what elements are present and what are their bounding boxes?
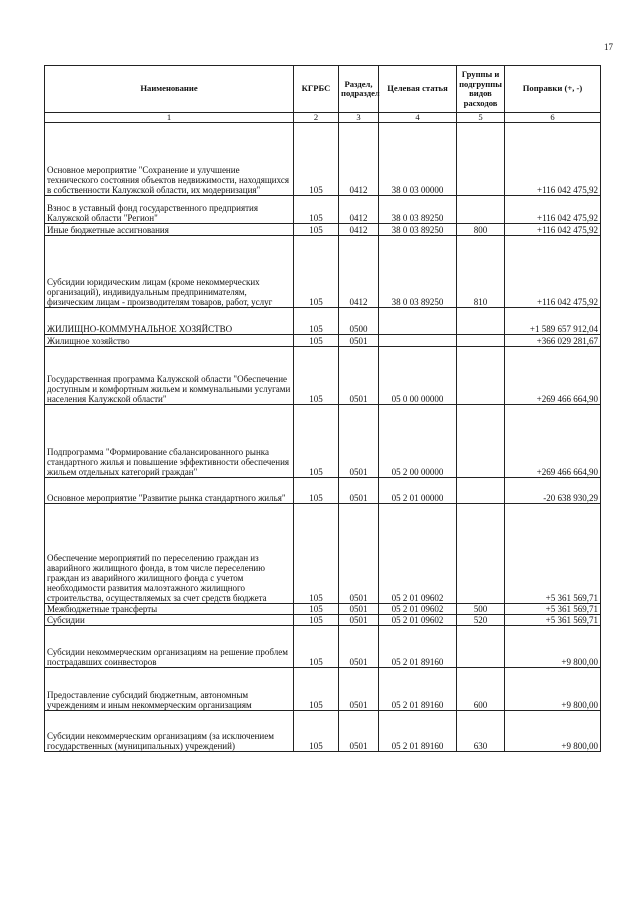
table-row bbox=[45, 308, 601, 335]
row-amount: +5 361 569,71 bbox=[505, 604, 601, 615]
row-amount: +116 042 475,92 bbox=[505, 196, 601, 224]
column-number: 1 bbox=[45, 113, 294, 123]
row-name: Субсидии некоммерческим организациям (за исключением государственных (муниципальных) учреждений) bbox=[45, 711, 294, 752]
table-row bbox=[45, 224, 601, 236]
row-group: 800 bbox=[457, 224, 505, 236]
row-group: 810 bbox=[457, 236, 505, 308]
row-target: 05 2 01 89160 bbox=[379, 711, 457, 752]
row-target: 05 2 01 89160 bbox=[379, 668, 457, 711]
row-name: Жилищное хозяйство bbox=[45, 335, 294, 347]
row-group bbox=[457, 308, 505, 335]
row-section: 0412 bbox=[339, 123, 379, 196]
row-section: 0500 bbox=[339, 308, 379, 335]
row-target: 05 2 00 00000 bbox=[379, 405, 457, 478]
header-target: Целевая статья bbox=[379, 66, 457, 113]
row-amount: +1 589 657 912,04 bbox=[505, 308, 601, 335]
table-row bbox=[45, 615, 601, 626]
row-amount: +116 042 475,92 bbox=[505, 224, 601, 236]
row-target: 05 2 01 00000 bbox=[379, 478, 457, 504]
header-amendments: Поправки (+, -) bbox=[505, 66, 601, 113]
row-amount: +116 042 475,92 bbox=[505, 236, 601, 308]
column-number: 5 bbox=[457, 113, 505, 123]
row-section: 0501 bbox=[339, 604, 379, 615]
row-section: 0501 bbox=[339, 668, 379, 711]
row-name: Субсидии некоммерческим организациям на решение проблем пострадавших соинвесторов bbox=[45, 626, 294, 668]
row-target: 38 0 03 89250 bbox=[379, 236, 457, 308]
header-name: Наименование bbox=[45, 66, 294, 113]
row-group bbox=[457, 405, 505, 478]
row-amount: +9 800,00 bbox=[505, 711, 601, 752]
row-group bbox=[457, 196, 505, 224]
row-group bbox=[457, 335, 505, 347]
row-target: 05 2 01 09602 bbox=[379, 604, 457, 615]
row-section: 0501 bbox=[339, 347, 379, 405]
header-groups: Группы и подгруппы видов расходов bbox=[457, 66, 505, 113]
row-amount: +9 800,00 bbox=[505, 626, 601, 668]
row-name: Государственная программа Калужской области "Обеспечение доступным и комфортным жильем и коммунальными услугами населения Калужской области" bbox=[45, 347, 294, 405]
row-section: 0501 bbox=[339, 626, 379, 668]
row-name: Субсидии юридическим лицам (кроме некоммерческих организаций), индивидуальным предпринимателям, физическим лицам - производителям товаров, работ, услуг bbox=[45, 236, 294, 308]
row-group bbox=[457, 123, 505, 196]
row-amount: +269 466 664,90 bbox=[505, 347, 601, 405]
row-name: Обеспечение мероприятий по переселению граждан из аварийного жилищного фонда, в том числе переселению граждан из аварийного жилищного фонда с учетом необходимости развития малоэтажного жилищного строительства, осуществляемых за счет средств бюджета bbox=[45, 504, 294, 604]
table-row bbox=[45, 236, 601, 308]
row-target: 05 2 01 09602 bbox=[379, 615, 457, 626]
row-name: Взнос в уставный фонд государственного предприятия Калужской области "Регион" bbox=[45, 196, 294, 224]
row-name: Основное мероприятие "Сохранение и улучшение технического состояния объектов недвижимости, находящихся в собственности Калужской области, их модернизация" bbox=[45, 123, 294, 196]
row-amount: +5 361 569,71 bbox=[505, 504, 601, 604]
row-kgrbs: 105 bbox=[294, 236, 339, 308]
column-number: 4 bbox=[379, 113, 457, 123]
row-group: 500 bbox=[457, 604, 505, 615]
row-amount: +116 042 475,92 bbox=[505, 123, 601, 196]
table-row bbox=[45, 626, 601, 668]
table-row bbox=[45, 405, 601, 478]
row-group bbox=[457, 626, 505, 668]
row-kgrbs: 105 bbox=[294, 335, 339, 347]
row-section: 0501 bbox=[339, 711, 379, 752]
row-name: Иные бюджетные ассигнования bbox=[45, 224, 294, 236]
row-kgrbs: 105 bbox=[294, 668, 339, 711]
table-row bbox=[45, 347, 601, 405]
table-row bbox=[45, 711, 601, 752]
row-target bbox=[379, 335, 457, 347]
row-section: 0412 bbox=[339, 236, 379, 308]
row-group: 630 bbox=[457, 711, 505, 752]
table-row bbox=[45, 335, 601, 347]
row-section: 0412 bbox=[339, 196, 379, 224]
row-kgrbs: 105 bbox=[294, 224, 339, 236]
column-number: 3 bbox=[339, 113, 379, 123]
row-amount: +366 029 281,67 bbox=[505, 335, 601, 347]
row-target: 38 0 03 89250 bbox=[379, 224, 457, 236]
row-kgrbs: 105 bbox=[294, 347, 339, 405]
row-amount: -20 638 930,29 bbox=[505, 478, 601, 504]
row-name: Межбюджетные трансферты bbox=[45, 604, 294, 615]
row-group bbox=[457, 504, 505, 604]
row-target: 38 0 03 89250 bbox=[379, 196, 457, 224]
page-number: 17 bbox=[604, 42, 613, 52]
row-kgrbs: 105 bbox=[294, 711, 339, 752]
row-kgrbs: 105 bbox=[294, 308, 339, 335]
row-kgrbs: 105 bbox=[294, 626, 339, 668]
table-row bbox=[45, 504, 601, 604]
row-target bbox=[379, 308, 457, 335]
row-kgrbs: 105 bbox=[294, 405, 339, 478]
row-group bbox=[457, 478, 505, 504]
row-target: 38 0 03 00000 bbox=[379, 123, 457, 196]
row-amount: +5 361 569,71 bbox=[505, 615, 601, 626]
table-row bbox=[45, 478, 601, 504]
row-kgrbs: 105 bbox=[294, 196, 339, 224]
row-name: Основное мероприятие "Развитие рынка стандартного жилья" bbox=[45, 478, 294, 504]
table-row bbox=[45, 196, 601, 224]
row-section: 0501 bbox=[339, 405, 379, 478]
row-amount: +9 800,00 bbox=[505, 668, 601, 711]
row-name: Подпрограмма "Формирование сбалансированного рынка стандартного жилья и повышение эффективности обеспечения жильем отдельных категорий граждан" bbox=[45, 405, 294, 478]
row-section: 0501 bbox=[339, 335, 379, 347]
budget-amendments-table bbox=[44, 65, 601, 752]
header-section: Раздел, подраздел bbox=[339, 66, 379, 113]
table-header-row bbox=[45, 66, 601, 113]
row-name: Предоставление субсидий бюджетным, автономным учреждениям и иным некоммерческим организациям bbox=[45, 668, 294, 711]
column-number: 6 bbox=[505, 113, 601, 123]
row-group: 600 bbox=[457, 668, 505, 711]
row-group: 520 bbox=[457, 615, 505, 626]
row-group bbox=[457, 347, 505, 405]
row-section: 0501 bbox=[339, 504, 379, 604]
table-row bbox=[45, 604, 601, 615]
column-number-row bbox=[45, 113, 601, 123]
row-target: 05 2 01 89160 bbox=[379, 626, 457, 668]
row-kgrbs: 105 bbox=[294, 615, 339, 626]
row-name: Субсидии bbox=[45, 615, 294, 626]
row-kgrbs: 105 bbox=[294, 478, 339, 504]
row-section: 0412 bbox=[339, 224, 379, 236]
row-section: 0501 bbox=[339, 478, 379, 504]
row-target: 05 0 00 00000 bbox=[379, 347, 457, 405]
table-row bbox=[45, 668, 601, 711]
row-section: 0501 bbox=[339, 615, 379, 626]
table-row bbox=[45, 123, 601, 196]
row-kgrbs: 105 bbox=[294, 123, 339, 196]
row-amount: +269 466 664,90 bbox=[505, 405, 601, 478]
row-target: 05 2 01 09602 bbox=[379, 504, 457, 604]
row-kgrbs: 105 bbox=[294, 604, 339, 615]
row-name: ЖИЛИЩНО-КОММУНАЛЬНОЕ ХОЗЯЙСТВО bbox=[45, 308, 294, 335]
header-kgrbs: КГРБС bbox=[294, 66, 339, 113]
row-kgrbs: 105 bbox=[294, 504, 339, 604]
column-number: 2 bbox=[294, 113, 339, 123]
